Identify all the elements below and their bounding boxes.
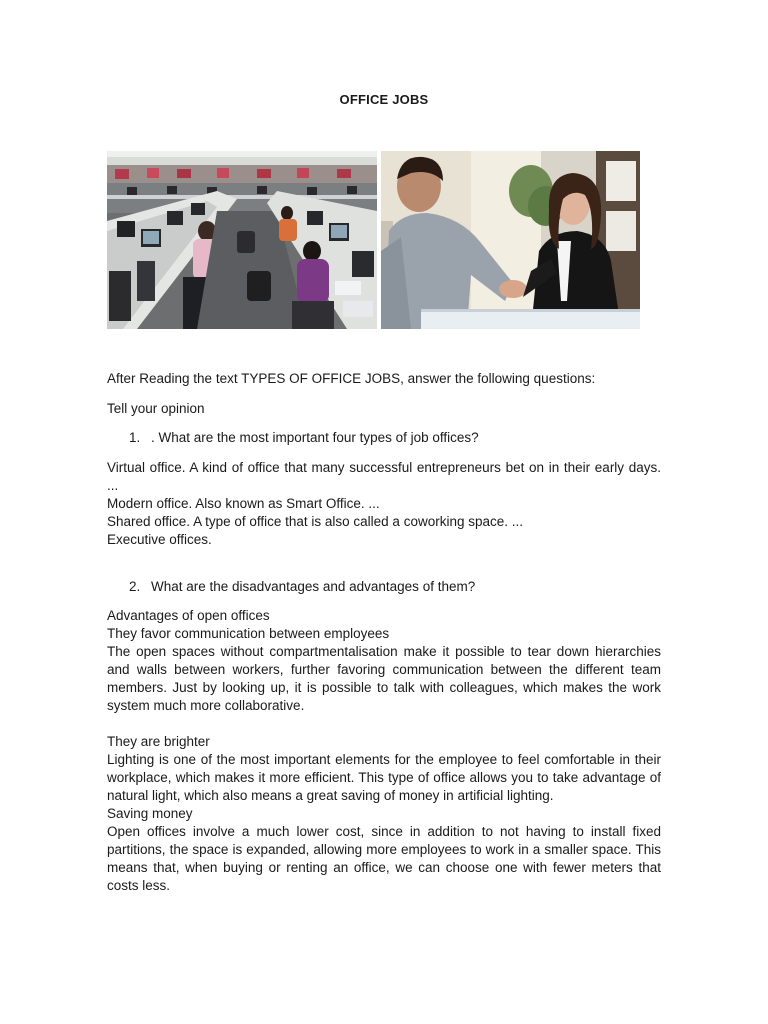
section-heading: They favor communication between employees	[107, 626, 390, 641]
answer-2-block-2	[107, 733, 661, 895]
question-2-number: 2.	[129, 579, 141, 594]
section-body: Open offices involve a much lower cost, since in addition to not having to install fixed partitions, the space is expanded, allowing more employees to work in a smaller space. This means that, when buying or renting an office, we can choose one with fewer meters that costs less.	[107, 824, 661, 893]
answer-1-line: Modern office. Also known as Smart Office. ...	[107, 496, 380, 511]
page-title: OFFICE JOBS	[339, 92, 429, 107]
intro-text: After Reading the text TYPES OF OFFICE JOBS, answer the following questions:	[107, 371, 596, 386]
question-1-text: . What are the most important four types of job offices?	[151, 430, 479, 445]
answer-1	[107, 459, 661, 549]
question-1	[107, 429, 683, 447]
section-heading: They are brighter	[107, 734, 210, 749]
section-heading: Saving money	[107, 806, 193, 821]
answer-1-line: Executive offices.	[107, 532, 212, 547]
section-body: Lighting is one of the most important elements for the employee to feel comfortable in their workplace, which makes it more efficient. This type of office allows you to take advantage of natural light, which also means a great saving of money in artificial lighting.	[107, 752, 661, 803]
open-office-photo	[107, 151, 377, 329]
answer-1-line: Virtual office. A kind of office that many successful entrepreneurs bet on in their early days. ...	[107, 460, 661, 493]
section-body: The open spaces without compartmentalisation make it possible to tear down hierarchies and walls between workers, further favoring communication between the different team members. Just by looking up, it is possible to talk with colleagues, which makes the work system much more collaborative.	[107, 644, 661, 713]
instruction-text: Tell your opinion	[107, 401, 205, 416]
answer-1-line: Shared office. A type of office that is also called a coworking space. ...	[107, 514, 523, 529]
answer-2-block-1	[107, 607, 661, 715]
question-1-number: 1.	[129, 430, 141, 445]
question-2	[107, 578, 683, 596]
handshake-photo	[381, 151, 640, 329]
advantages-heading: Advantages of open offices	[107, 608, 270, 623]
question-2-text: What are the disadvantages and advantages of them?	[151, 579, 476, 594]
